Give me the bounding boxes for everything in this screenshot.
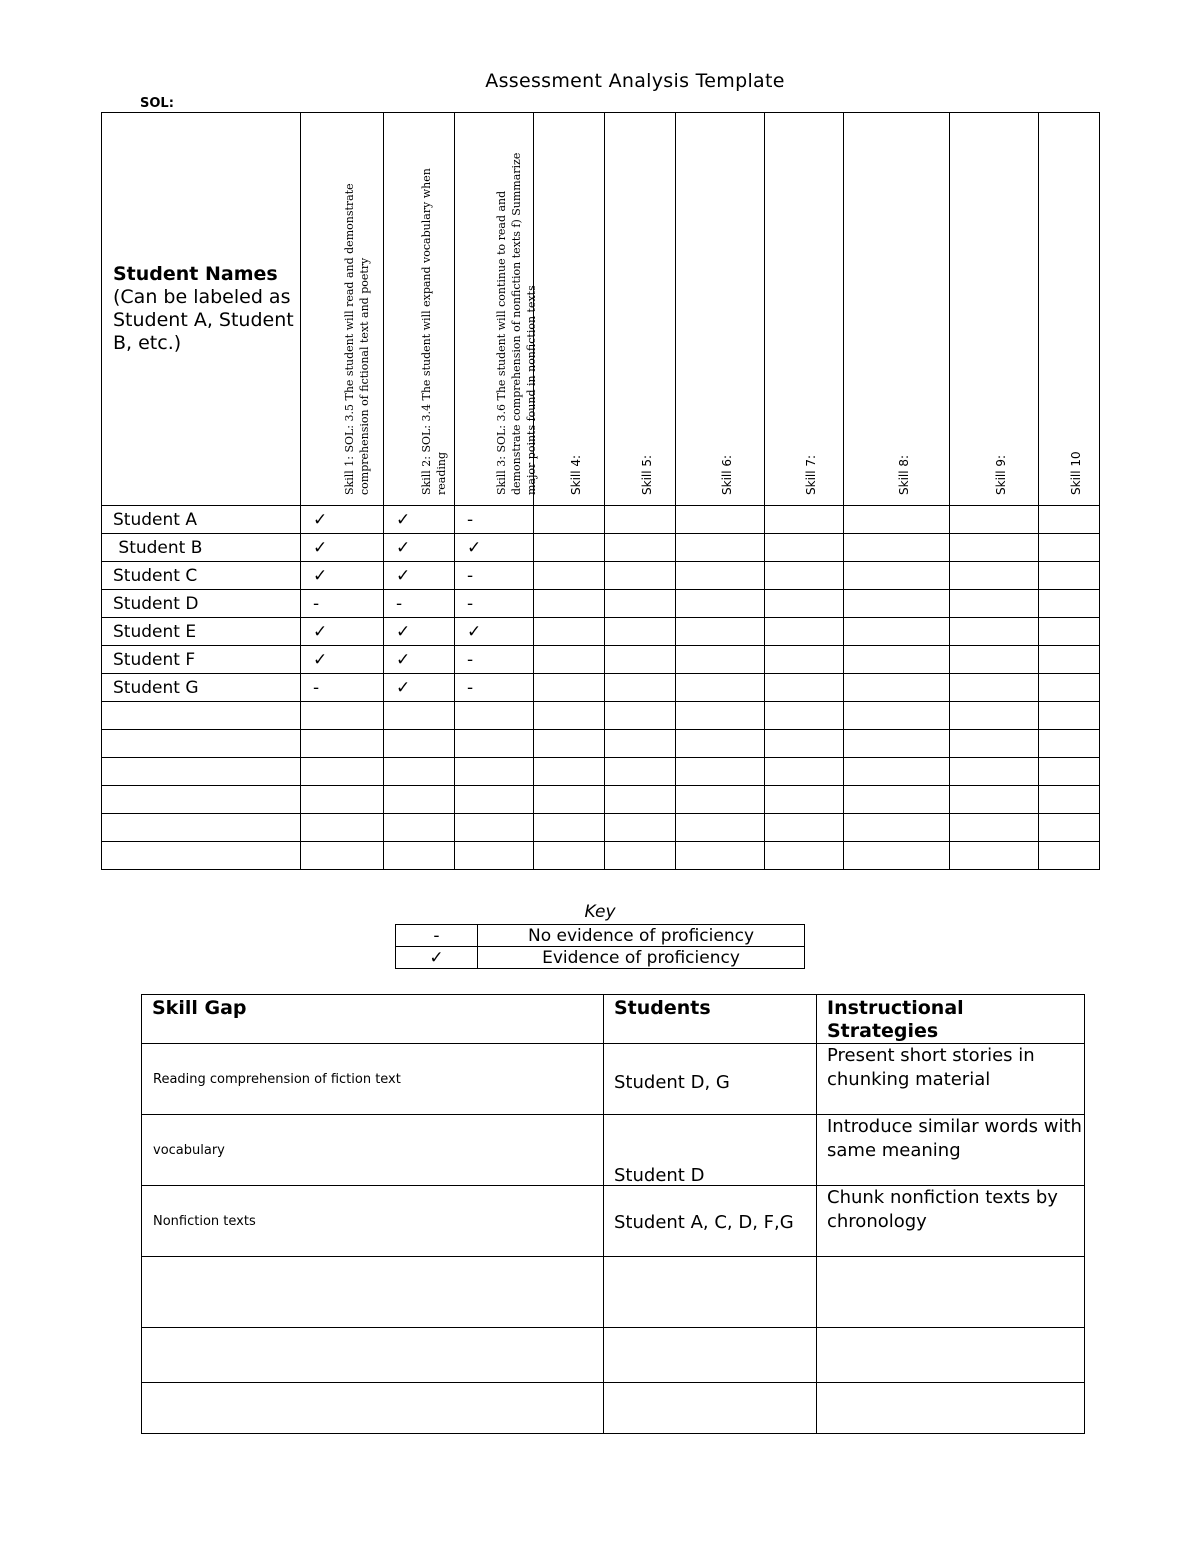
skill-mark-cell [534,786,605,814]
skill-gap-row [142,1257,1085,1328]
key-table [395,924,805,969]
skill-header-2 [384,113,455,506]
assessment-table [101,112,1100,870]
skill-gap-cell [142,1383,604,1434]
skill-mark-cell [950,646,1039,674]
skill-mark-cell [950,786,1039,814]
skill-mark-cell [950,842,1039,870]
skill-mark-cell [765,786,844,814]
skill-header-label: Skill 2: SOL: 3.4 The student will expand vocabulary when reading [420,168,448,495]
skill-mark-cell [676,674,765,702]
skill-mark-cell: ✓ [301,506,384,534]
skill-gap-cell [142,1328,604,1383]
skill-mark-cell [765,506,844,534]
student-name-cell: Student D [102,590,301,618]
skill-mark-cell [950,758,1039,786]
skill-mark-cell [1039,590,1100,618]
skill-mark-cell: ✓ [384,646,455,674]
skill-mark-cell [455,786,534,814]
skill-mark-cell [455,730,534,758]
strategy-cell: Introduce similar words with same meaning [817,1115,1085,1186]
skill-gap-header: Skill Gap [142,995,604,1044]
skill-mark-cell [301,842,384,870]
key-meaning: No evidence of proficiency [478,925,805,947]
student-row [102,618,1100,646]
skill-mark-cell: ✓ [384,534,455,562]
students-text: Student D, G [614,1072,730,1093]
skill-header-label: Skill 5: [640,454,654,495]
student-name-cell: Student E [102,618,301,646]
skill-mark-cell [676,842,765,870]
skill-mark-cell: - [301,674,384,702]
skill-mark-cell [1039,758,1100,786]
skill-mark-cell [844,534,950,562]
skill-mark-cell [384,786,455,814]
skill-mark-cell: - [455,590,534,618]
skill-header-5 [605,113,676,506]
skill-mark-cell: ✓ [384,618,455,646]
key-symbol: ✓ [396,947,478,969]
student-names-header-title: Student Names [113,263,278,285]
skill-mark-cell [765,814,844,842]
skill-mark-cell [765,562,844,590]
skill-mark-cell [1039,618,1100,646]
student-name-cell: Student F [102,646,301,674]
skill-mark-cell [605,506,676,534]
page-title: Assessment Analysis Template [485,70,785,92]
skill-mark-cell [534,702,605,730]
students-cell [604,1044,817,1115]
skill-mark-cell [765,702,844,730]
student-name-cell [102,842,301,870]
student-names-header [102,113,301,506]
skill-mark-cell [534,646,605,674]
student-row [102,786,1100,814]
skill-mark-cell [950,506,1039,534]
student-name-cell [102,730,301,758]
skill-mark-cell [844,674,950,702]
skill-mark-cell [301,702,384,730]
skill-mark-cell: ✓ [301,646,384,674]
skill-mark-cell [384,758,455,786]
skill-gap-cell: Nonfiction texts [142,1186,604,1257]
skill-mark-cell [534,534,605,562]
skill-mark-cell [534,730,605,758]
skill-mark-cell [605,674,676,702]
skill-mark-cell: - [455,674,534,702]
instructional-strategies-header: Instructional Strategies [817,995,1085,1044]
skill-mark-cell [1039,730,1100,758]
skill-mark-cell [676,730,765,758]
skill-mark-cell [844,590,950,618]
skill-mark-cell [676,562,765,590]
skill-mark-cell [455,842,534,870]
skill-header-4 [534,113,605,506]
student-row [102,674,1100,702]
student-name-cell: Student G [102,674,301,702]
skill-mark-cell [950,674,1039,702]
skill-gap-row [142,1115,1085,1186]
skill-mark-cell: - [301,590,384,618]
skill-mark-cell: ✓ [384,506,455,534]
skill-mark-cell [605,618,676,646]
key-meaning: Evidence of proficiency [478,947,805,969]
students-cell [604,1383,817,1434]
skill-mark-cell [676,814,765,842]
skill-mark-cell: ✓ [301,562,384,590]
students-text: Student A, C, D, F,G [614,1212,794,1233]
key-title: Key [584,902,616,922]
skill-header-10 [1039,113,1100,506]
skill-mark-cell: ✓ [301,534,384,562]
skill-mark-cell [384,730,455,758]
skill-mark-cell: ✓ [455,618,534,646]
skill-mark-cell: ✓ [384,674,455,702]
skill-mark-cell [301,814,384,842]
strategy-cell [817,1257,1085,1328]
skill-mark-cell [605,590,676,618]
student-row [102,646,1100,674]
skill-mark-cell [950,730,1039,758]
student-row [102,506,1100,534]
skill-mark-cell [844,702,950,730]
skill-mark-cell [844,506,950,534]
skill-mark-cell [1039,842,1100,870]
skill-header-1 [301,113,384,506]
student-row [102,842,1100,870]
skill-mark-cell [384,814,455,842]
skill-mark-cell [765,674,844,702]
skill-mark-cell [765,534,844,562]
skill-mark-cell [605,534,676,562]
skill-mark-cell [765,618,844,646]
skill-mark-cell [765,730,844,758]
students-cell [604,1115,817,1186]
skill-header-label: Skill 4: [569,454,583,495]
strategy-cell: Present short stories in chunking material [817,1044,1085,1115]
skill-mark-cell [534,674,605,702]
skill-mark-cell [844,842,950,870]
skill-mark-cell [950,562,1039,590]
skill-mark-cell [605,646,676,674]
skill-mark-cell [384,842,455,870]
skill-mark-cell [765,646,844,674]
skill-mark-cell [765,590,844,618]
key-row [396,947,805,969]
students-header: Students [604,995,817,1044]
skill-mark-cell [534,590,605,618]
student-name-cell [102,702,301,730]
skill-gap-row [142,1328,1085,1383]
skill-mark-cell: ✓ [384,562,455,590]
student-name-cell [102,758,301,786]
student-name-cell [102,786,301,814]
student-row [102,590,1100,618]
skill-header-3 [455,113,538,506]
strategy-cell: Chunk nonfiction texts by chronology [817,1186,1085,1257]
student-row [102,534,1100,562]
skill-gap-header-row [142,995,1085,1044]
skill-header-label: Skill 10 [1069,451,1083,495]
skill-mark-cell [950,702,1039,730]
skill-mark-cell [605,786,676,814]
student-row [102,814,1100,842]
strategy-cell [817,1383,1085,1434]
student-row [102,702,1100,730]
skill-mark-cell [676,702,765,730]
skill-mark-cell [301,786,384,814]
key-row [396,925,805,947]
skill-mark-cell [844,562,950,590]
skill-mark-cell [676,646,765,674]
student-row [102,562,1100,590]
student-name-cell: Student A [102,506,301,534]
skill-mark-cell [301,758,384,786]
skill-header-6 [676,113,765,506]
skill-mark-cell: - [455,506,534,534]
skill-mark-cell [844,814,950,842]
skill-mark-cell [534,618,605,646]
skill-mark-cell [301,730,384,758]
skill-mark-cell [676,618,765,646]
skill-header-label: Skill 6: [720,454,734,495]
students-cell [604,1328,817,1383]
skill-mark-cell [676,590,765,618]
skill-mark-cell [534,506,605,534]
skill-header-8 [844,113,950,506]
skill-mark-cell [1039,562,1100,590]
skill-gap-table [141,994,1085,1434]
skill-mark-cell [844,646,950,674]
skill-mark-cell [676,758,765,786]
students-text: Student D [614,1165,705,1185]
skill-mark-cell [1039,646,1100,674]
skill-mark-cell [534,562,605,590]
student-name-cell: Student C [102,562,301,590]
skill-mark-cell [605,562,676,590]
skill-header-label: Skill 9: [994,454,1008,495]
skill-mark-cell: - [384,590,455,618]
skill-mark-cell [605,702,676,730]
students-cell [604,1257,817,1328]
student-row [102,758,1100,786]
skill-mark-cell [1039,534,1100,562]
skill-header-label: Skill 3: SOL: 3.6 The student will continue to read and demonstrate comprehension of nonfiction texts f) Summarize major points found in nonfiction texts [495,152,538,495]
skill-mark-cell [950,534,1039,562]
skill-mark-cell [950,814,1039,842]
skill-mark-cell [950,590,1039,618]
skill-mark-cell [1039,702,1100,730]
students-cell [604,1186,817,1257]
skill-mark-cell [1039,674,1100,702]
strategy-cell [817,1328,1085,1383]
skill-mark-cell [844,618,950,646]
skill-gap-row [142,1383,1085,1434]
skill-mark-cell [1039,506,1100,534]
skill-mark-cell [844,786,950,814]
skill-mark-cell [534,814,605,842]
student-row [102,730,1100,758]
sol-label: SOL: [140,96,174,111]
skill-header-label: Skill 8: [896,454,911,495]
skill-mark-cell [605,842,676,870]
skill-mark-cell [455,814,534,842]
skill-mark-cell: - [455,562,534,590]
skill-mark-cell [455,758,534,786]
skill-mark-cell [676,534,765,562]
student-names-header-note: (Can be labeled as Student A, Student B, etc.) [113,286,294,354]
skill-mark-cell [534,758,605,786]
skill-mark-cell [605,758,676,786]
skill-mark-cell [844,758,950,786]
skill-gap-cell [142,1257,604,1328]
skill-mark-cell [1039,786,1100,814]
skill-mark-cell [534,842,605,870]
skill-mark-cell [676,506,765,534]
skill-mark-cell: ✓ [455,534,534,562]
skill-header-label: Skill 1: SOL: 3.5 The student will read and demonstrate comprehension of fictional text and poetry [343,183,371,495]
key-symbol: - [396,925,478,947]
skill-gap-row [142,1044,1085,1115]
student-name-cell [102,814,301,842]
skill-mark-cell [676,786,765,814]
skill-gap-cell: Reading comprehension of fiction text [142,1044,604,1115]
skill-header-label: Skill 7: [804,454,818,495]
skill-mark-cell [605,814,676,842]
skill-mark-cell [765,842,844,870]
skill-mark-cell [844,730,950,758]
skill-mark-cell [1039,814,1100,842]
student-name-cell: Student B [102,534,301,562]
skill-header-9 [950,113,1039,506]
skill-gap-row [142,1186,1085,1257]
skill-mark-cell [605,730,676,758]
skill-mark-cell [765,758,844,786]
skill-mark-cell: - [455,646,534,674]
skill-mark-cell [384,702,455,730]
skill-mark-cell [950,618,1039,646]
skill-header-7 [765,113,844,506]
assessment-header-row [102,113,1100,506]
skill-mark-cell: ✓ [301,618,384,646]
skill-mark-cell [455,702,534,730]
skill-gap-cell: vocabulary [142,1115,604,1186]
